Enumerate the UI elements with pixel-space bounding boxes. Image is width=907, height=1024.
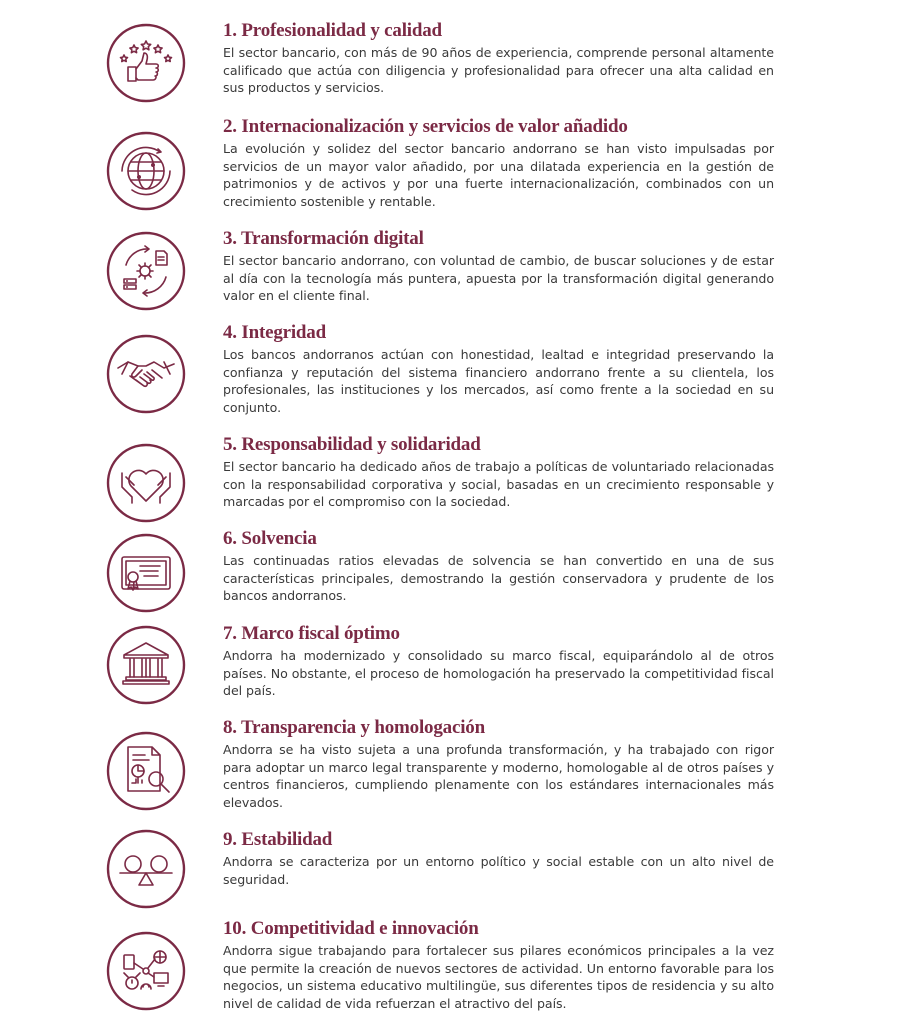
section-title: 4. Integridad <box>223 322 326 343</box>
handshake-icon <box>106 334 186 414</box>
heart-hands-icon <box>106 443 186 523</box>
globe-icon <box>106 131 186 211</box>
section-title: 6. Solvencia <box>223 528 317 549</box>
thumbs-up-stars-icon <box>106 23 186 103</box>
section-text: Andorra se caracteriza por un entorno político y social estable con un alto nivel de seguridad. <box>223 854 774 887</box>
section-text: Andorra ha modernizado y consolidado su marco fiscal, equiparándolo al de otros países. No obstante, el proceso de homologación ha preservado la competitividad fiscal del país. <box>223 648 774 699</box>
section-text: Andorra sigue trabajando para fortalecer sus pilares económicos principales a la vez que permite la creación de nuevos sectores de actividad. Un entorno favorable para los negocios, un sistema educativo multilingüe, sus diferentes tipos de residencia y su alto nivel de calidad de vida refuerzan el atractivo del país. <box>223 943 774 1011</box>
section-text: El sector bancario andorrano, con voluntad de cambio, de buscar soluciones y de estar al día con la tecnología más puntera, apuesta por la transformación digital generando valor en el cliente final. <box>223 253 774 304</box>
section-title: 1. Profesionalidad y calidad <box>223 20 442 41</box>
section-text: Andorra se ha visto sujeta a una profunda transformación, y ha trabajado con rigor para adoptar un marco legal transparente y moderno, homologable al de otros países y centros financieros, cumpliendo plenamente con los estándares internacionales más elevados. <box>223 742 774 810</box>
certificate-icon <box>106 533 186 613</box>
section-title: 9. Estabilidad <box>223 829 333 850</box>
section-title: 5. Responsabilidad y solidaridad <box>223 434 481 455</box>
section-title: 7. Marco fiscal óptimo <box>223 623 400 644</box>
section-text: La evolución y solidez del sector bancario andorrano se han visto impulsadas por servicios de un mayor valor añadido, por una dilatada experiencia en la gestión de patrimonios y de activos y por una fuerte internacionalización, combinados con un crecimiento sostenible y rentable. <box>223 141 774 209</box>
innovation-network-icon <box>106 931 186 1011</box>
document-magnifier-icon <box>106 731 186 811</box>
section-title: 3. Transformación digital <box>223 228 424 249</box>
section-text: Los bancos andorranos actúan con honestidad, lealtad e integridad preservando la confianza y reputación del sistema financiero andorrano frente a su clientela, los profesionales, las instituciones y los mercados, así como frente a la sociedad en su conjunto. <box>223 347 774 415</box>
section-text: El sector bancario, con más de 90 años de experiencia, comprende personal altamente calificado que actúa con diligencia y profesionalidad para ofrecer una alta calidad en sus productos y servicios. <box>223 45 774 96</box>
digital-transformation-icon <box>106 231 186 311</box>
section-text: Las continuadas ratios elevadas de solvencia se han convertido en una de sus características principales, demostrando la gestión conservadora y prudente de los bancos andorranos. <box>223 553 774 604</box>
bank-building-icon <box>106 625 186 705</box>
section-title: 8. Transparencia y homologación <box>223 717 485 738</box>
balance-icon <box>106 829 186 909</box>
section-text: El sector bancario ha dedicado años de trabajo a políticas de voluntariado relacionadas con la responsabilidad corporativa y social, basadas en un crecimiento responsable y marcadas por el compromiso con la sociedad. <box>223 459 774 510</box>
section-title: 2. Internacionalización y servicios de valor añadido <box>223 116 628 137</box>
section-title: 10. Competitividad e innovación <box>223 918 479 939</box>
